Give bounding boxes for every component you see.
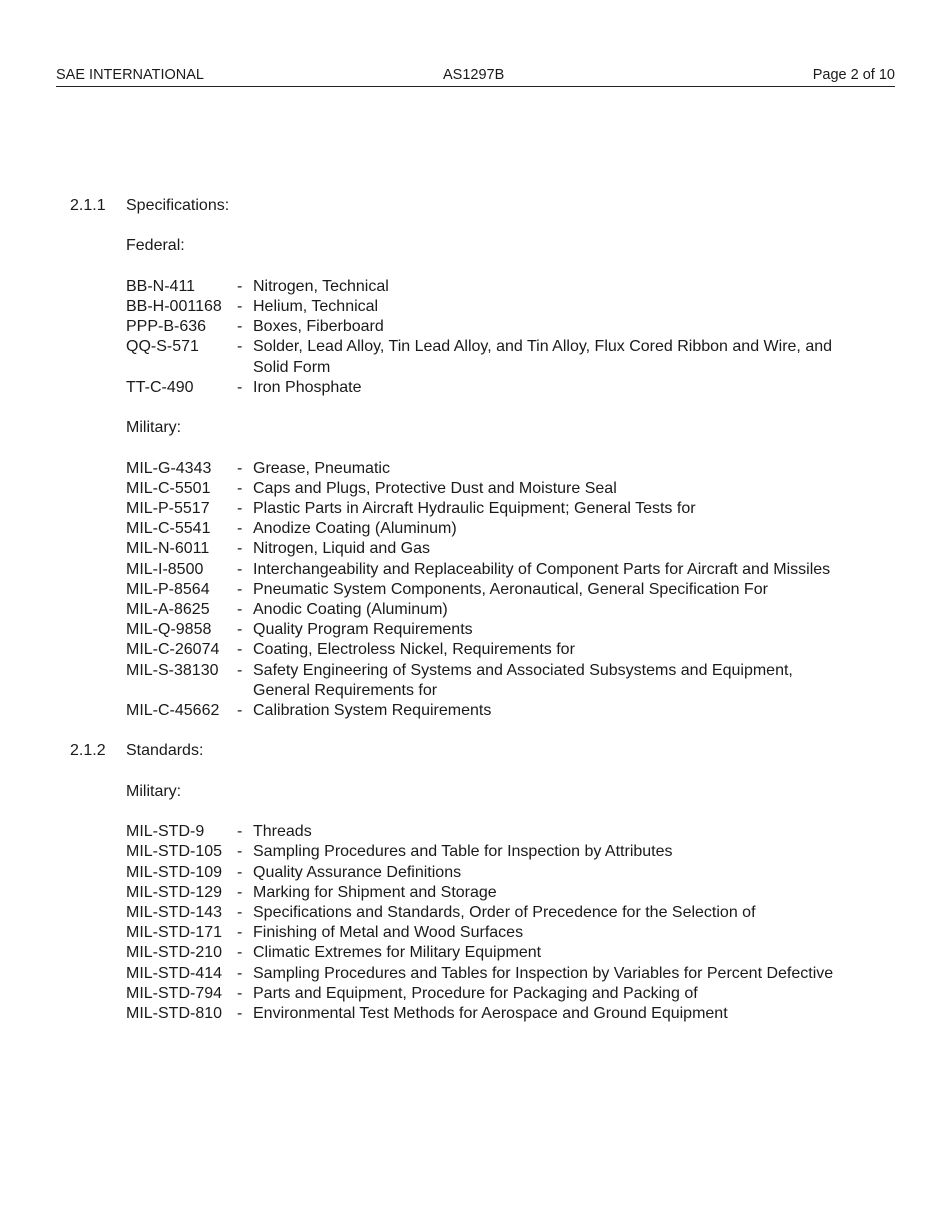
ref-code: MIL-STD-210 xyxy=(126,944,223,962)
ref-code: MIL-STD-105 xyxy=(126,843,223,861)
reference-list xyxy=(126,277,870,398)
reference-list xyxy=(126,459,870,722)
ref-desc: Quality Assurance Definitions xyxy=(253,863,462,881)
ref-code: MIL-STD-414 xyxy=(126,964,223,982)
list-item: MIL-P-5517 - Plastic Parts in Aircraft Hydraulic Equipment; General Tests for xyxy=(126,499,870,519)
ref-desc: Calibration System Requirements xyxy=(253,702,492,720)
ref-desc: Iron Phosphate xyxy=(253,378,362,396)
ref-code: MIL-STD-143 xyxy=(126,904,223,921)
ref-desc: Plastic Parts in Aircraft Hydraulic Equipment; General Tests for xyxy=(253,499,696,517)
ref-desc: Finishing of Metal and Wood Surfaces xyxy=(253,924,524,942)
ref-code: MIL-P-8564 xyxy=(126,580,210,598)
list-item: MIL-STD-171 - Finishing of Metal and Wood Surfaces xyxy=(126,923,870,943)
ref-desc: Sampling Procedures and Table for Inspection by Attributes xyxy=(253,843,673,861)
ref-desc: Climatic Extremes for Military Equipment xyxy=(253,944,542,962)
list-item: MIL-C-45662 - Calibration System Requirements xyxy=(126,701,870,721)
ref-code: MIL-Q-9858 xyxy=(126,621,212,639)
ref-desc: Parts and Equipment, Procedure for Packaging and Packing of xyxy=(253,984,698,1002)
ref-code: MIL-C-26074 xyxy=(126,641,220,659)
ref-desc: Coating, Electroless Nickel, Requirements for xyxy=(253,641,575,659)
group-heading: Military: xyxy=(126,782,182,800)
ref-code: MIL-C-5501 xyxy=(126,479,211,497)
ref-desc: Interchangeability and Replaceability of Component Parts for Aircraft and Missiles xyxy=(253,560,831,578)
ref-code: MIL-A-8625 xyxy=(126,601,210,618)
ref-desc: Quality Program Requirements xyxy=(253,621,473,639)
list-item: MIL-STD-9 - Threads xyxy=(126,822,870,842)
section-title: Specifications: xyxy=(126,197,230,214)
ref-code: MIL-C-5541 xyxy=(126,520,211,538)
ref-code: MIL-STD-9 xyxy=(126,823,205,841)
ref-desc: Safety Engineering of Systems and Associated Subsystems and Equipment, General Requirements for xyxy=(253,661,793,699)
ref-desc: Sampling Procedures and Tables for Inspection by Variables for Percent Defective xyxy=(253,964,834,982)
list-item: MIL-STD-210 - Climatic Extremes for Military Equipment xyxy=(126,943,870,963)
list-item: MIL-STD-109 - Quality Assurance Definitions xyxy=(126,863,870,883)
header-page-number: Page 2 of 10 xyxy=(812,67,895,83)
list-item: MIL-S-38130 - Safety Engineering of Systems and Associated Subsystems and Equipment, General Requirements for xyxy=(126,661,870,701)
ref-code: MIL-S-38130 xyxy=(126,661,219,679)
section-heading xyxy=(70,741,870,761)
list-item: PPP-B-636 - Boxes, Fiberboard xyxy=(126,317,870,337)
list-item: MIL-Q-9858 - Quality Program Requirements xyxy=(126,620,870,640)
list-item: MIL-STD-105 - Sampling Procedures and Table for Inspection by Attributes xyxy=(126,842,870,862)
list-item: QQ-S-571 - Solder, Lead Alloy, Tin Lead Alloy, and Tin Alloy, Flux Cored Ribbon and Wire, and Solid Form xyxy=(126,337,870,377)
header-organization: SAE INTERNATIONAL xyxy=(56,67,204,83)
ref-desc: Anodize Coating (Aluminum) xyxy=(253,520,457,538)
ref-code: PPP-B-636 xyxy=(126,318,207,336)
list-item: BB-H-001168 - Helium, Technical xyxy=(126,297,870,317)
group-heading: Federal: xyxy=(126,237,185,255)
ref-code: MIL-I-8500 xyxy=(126,560,204,578)
ref-code: MIL-STD-810 xyxy=(126,1005,223,1023)
ref-desc: Pneumatic System Components, Aeronautical, General Specification For xyxy=(253,580,768,598)
list-item: MIL-C-5501 - Caps and Plugs, Protective Dust and Moisture Seal xyxy=(126,479,870,499)
ref-code: MIL-G-4343 xyxy=(126,459,212,477)
list-item: TT-C-490 - Iron Phosphate xyxy=(126,378,870,398)
list-item: MIL-STD-810 - Environmental Test Methods for Aerospace and Ground Equipment xyxy=(126,1004,870,1024)
ref-code: MIL-STD-109 xyxy=(126,863,223,881)
document-body xyxy=(70,196,870,1024)
ref-code: QQ-S-571 xyxy=(126,338,199,356)
ref-desc: Specifications and Standards, Order of Precedence for the Selection of xyxy=(253,904,756,921)
section-title: Standards: xyxy=(126,742,204,760)
ref-code: MIL-STD-794 xyxy=(126,984,223,1002)
list-item: MIL-G-4343 - Grease, Pneumatic xyxy=(126,459,870,479)
ref-desc: Nitrogen, Liquid and Gas xyxy=(253,540,430,558)
header-document-id: AS1297B xyxy=(443,67,505,83)
list-item: MIL-N-6011 - Nitrogen, Liquid and Gas xyxy=(126,539,870,559)
ref-desc: Environmental Test Methods for Aerospace and Ground Equipment xyxy=(253,1005,728,1023)
list-item: MIL-I-8500 - Interchangeability and Replaceability of Component Parts for Aircraft and Missiles xyxy=(126,560,870,580)
ref-desc: Marking for Shipment and Storage xyxy=(253,883,497,901)
page-header xyxy=(56,66,895,87)
section-number: 2.1.1 xyxy=(70,197,106,214)
ref-desc: Boxes, Fiberboard xyxy=(253,318,384,336)
list-item: MIL-STD-143 - Specifications and Standards, Order of Precedence for the Selection of xyxy=(126,903,870,923)
ref-code: MIL-C-45662 xyxy=(126,702,220,720)
ref-desc: Grease, Pneumatic xyxy=(253,459,390,477)
list-item: MIL-C-5541 - Anodize Coating (Aluminum) xyxy=(126,519,870,539)
ref-code: BB-N-411 xyxy=(126,277,196,295)
list-item: MIL-STD-794 - Parts and Equipment, Procedure for Packaging and Packing of xyxy=(126,984,870,1004)
ref-code: MIL-P-5517 xyxy=(126,499,210,517)
list-item: MIL-A-8625 - Anodic Coating (Aluminum) xyxy=(126,600,870,620)
ref-code: MIL-STD-171 xyxy=(126,924,223,942)
reference-list xyxy=(126,822,870,1024)
ref-code: BB-H-001168 xyxy=(126,297,222,315)
list-item: MIL-STD-129 - Marking for Shipment and Storage xyxy=(126,883,870,903)
ref-code: MIL-N-6011 xyxy=(126,540,210,558)
section-heading xyxy=(70,196,870,216)
ref-desc: Helium, Technical xyxy=(253,297,379,315)
list-item: MIL-P-8564 - Pneumatic System Components, Aeronautical, General Specification For xyxy=(126,580,870,600)
list-item: MIL-STD-414 - Sampling Procedures and Tables for Inspection by Variables for Percent Defective xyxy=(126,964,870,984)
ref-desc: Nitrogen, Technical xyxy=(253,277,389,295)
ref-desc: Solder, Lead Alloy, Tin Lead Alloy, and Tin Alloy, Flux Cored Ribbon and Wire, and Solid Form xyxy=(253,338,833,376)
list-item: BB-N-411 - Nitrogen, Technical xyxy=(126,277,870,297)
ref-desc: Threads xyxy=(253,823,312,841)
list-item: MIL-C-26074 - Coating, Electroless Nickel, Requirements for xyxy=(126,640,870,660)
ref-code: TT-C-490 xyxy=(126,378,194,396)
ref-code: MIL-STD-129 xyxy=(126,883,223,901)
section-number: 2.1.2 xyxy=(70,742,106,760)
ref-desc: Caps and Plugs, Protective Dust and Moisture Seal xyxy=(253,479,617,497)
group-heading: Military: xyxy=(126,419,182,437)
ref-desc: Anodic Coating (Aluminum) xyxy=(253,601,448,618)
